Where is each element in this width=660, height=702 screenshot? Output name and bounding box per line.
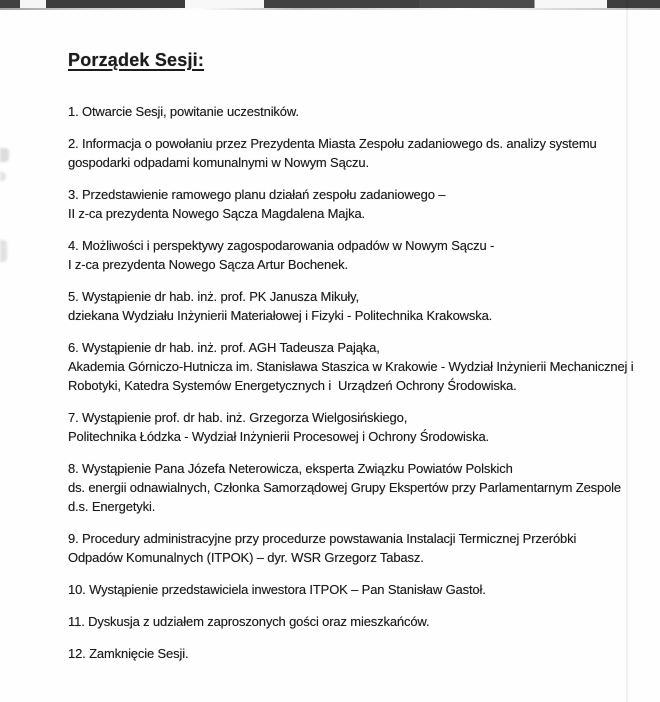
- agenda-item: [68, 102, 654, 121]
- agenda-item-line: Politechnika Łódzka - Wydział Inżynierii Procesowej i Ochrony Środowiska.: [68, 429, 490, 444]
- agenda-item-line: ds. energii odnawialnych, Członka Samorządowej Grupy Ekspertów przy Parlamentarnym Zespole: [68, 480, 621, 495]
- agenda-item-line: I z-ca prezydenta Nowego Sącza Artur Bochenek.: [68, 257, 348, 272]
- agenda-item: [68, 459, 654, 516]
- agenda-item-line: II z-ca prezydenta Nowego Sącza Magdalena Majka.: [68, 206, 366, 221]
- document-content: [68, 50, 654, 676]
- scan-smudge: [0, 148, 9, 162]
- agenda-item-line: 8. Wystąpienie Pana Józefa Neterowicza, eksperta Związku Powiatów Polskich: [68, 461, 513, 476]
- scan-smudge: [0, 240, 7, 262]
- document-title: Porządek Sesji:: [68, 50, 205, 70]
- agenda-item: [68, 287, 654, 325]
- agenda-item: [68, 580, 654, 599]
- agenda-item-line: 6. Wystąpienie dr hab. inż. prof. AGH Tadeusza Pająka,: [68, 340, 380, 355]
- agenda-item-line: 12. Zamknięcie Sesji.: [68, 646, 189, 661]
- agenda-item: [68, 134, 654, 172]
- agenda-item-line: 5. Wystąpienie dr hab. inż. prof. PK Janusza Mikuły,: [68, 289, 359, 304]
- agenda-item-line: 10. Wystąpienie przedstawiciela inwestora ITPOK – Pan Stanisław Gastoł.: [68, 582, 486, 597]
- agenda-item-line: 11. Dyskusja z udziałem zaproszonych gości oraz mieszkańców.: [68, 614, 430, 629]
- agenda-item: [68, 338, 654, 395]
- agenda-item-line: 2. Informacja o powołaniu przez Prezydenta Miasta Zespołu zadaniowego ds. analizy systemu: [68, 136, 597, 151]
- agenda-item: [68, 612, 654, 631]
- agenda-item-line: 9. Procedury administracyjne przy procedurze powstawania Instalacji Termicznej Przeróbki: [68, 531, 577, 546]
- agenda-item-line: 7. Wystąpienie prof. dr hab. inż. Grzegorza Wielgosińskiego,: [68, 410, 408, 425]
- agenda-item-line: 1. Otwarcie Sesji, powitanie uczestników.: [68, 104, 299, 119]
- agenda-item-line: Akademia Górniczo-Hutnicza im. Stanisława Staszica w Krakowie - Wydział Inżynierii Mechanicznej i: [68, 359, 634, 374]
- agenda-item: [68, 185, 654, 223]
- agenda-item-line: 3. Przedstawienie ramowego planu działań zespołu zadaniowego –: [68, 187, 446, 202]
- agenda-item-line: Odpadów Komunalnych (ITPOK) – dyr. WSR Grzegorz Tabasz.: [68, 550, 424, 565]
- agenda-item-line: gospodarki odpadami komunalnymi w Nowym Sączu.: [68, 155, 369, 170]
- agenda-item: [68, 236, 654, 274]
- scanner-artifact-top-bar: [0, 0, 660, 8]
- agenda-list: [68, 102, 654, 663]
- agenda-item-line: Robotyki, Katedra Systemów Energetycznych i Urządzeń Ochrony Środowiska.: [68, 378, 517, 393]
- scan-smudge: [0, 172, 6, 181]
- agenda-item: [68, 644, 654, 663]
- agenda-item: [68, 529, 654, 567]
- agenda-item-line: d.s. Energetyki.: [68, 499, 156, 514]
- agenda-item-line: 4. Możliwości i perspektywy zagospodarowania odpadów w Nowym Sączu -: [68, 238, 495, 253]
- agenda-item-line: dziekana Wydziału Inżynierii Materiałowej i Fizyki - Politechnika Krakowska.: [68, 308, 493, 323]
- agenda-item: [68, 408, 654, 446]
